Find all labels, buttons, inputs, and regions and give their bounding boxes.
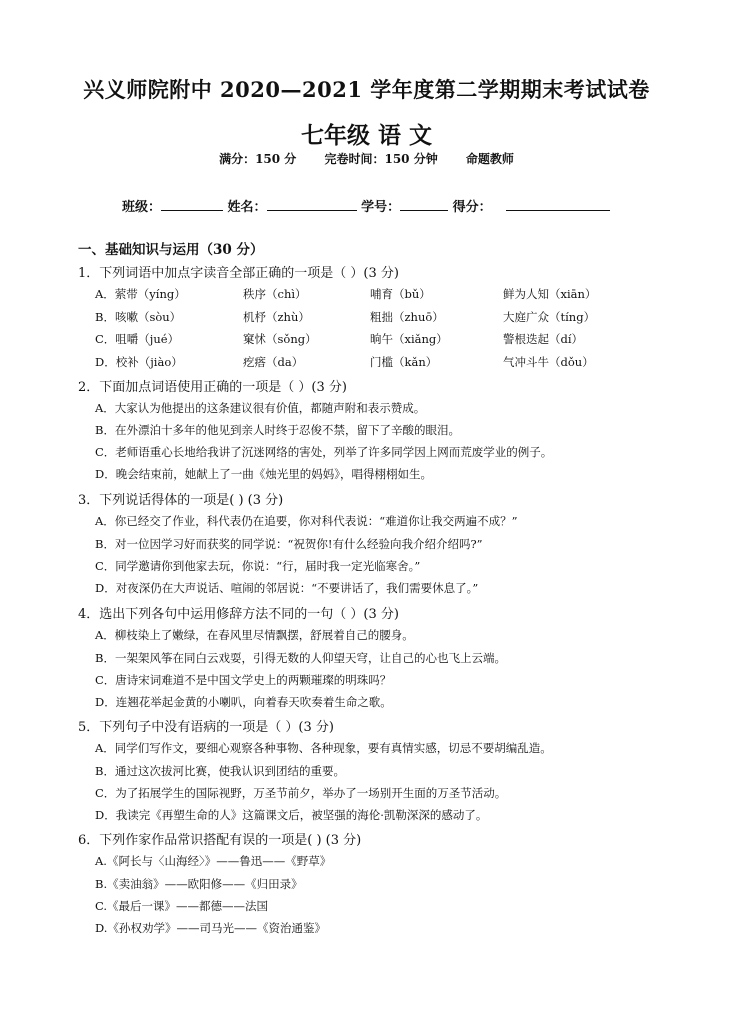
q4-option-b: B．一架架风筝在同白云戏耍，引得无数的人仰望天穹，让自己的心也飞上云端。 [95,651,506,665]
section-heading: 一、基础知识与运用（30 分） [78,242,264,258]
q1-option-c-2: 窠怵（sǒng） [243,332,317,346]
q2-option-b: B．在外漂泊十多年的他见到亲人时终于忍俊不禁，留下了辛酸的眼泪。 [95,423,460,437]
q1-option-d-1: D．校补（jiào） [95,355,183,369]
q4-option-a: A．柳枝染上了嫩绿，在春风里尽情飘摆，舒展着自己的腰身。 [95,628,414,642]
q1-option-d-4: 气冲斗牛（dǒu） [503,355,594,369]
q5-option-a: A．同学们写作文，要细心观察各种事物、各种现象，要有真情实感，切忌不要胡编乱造。 [95,741,552,755]
q4-option-d: D．连翘花举起金黄的小喇叭，向着春天吹奏着生命之歌。 [95,695,392,709]
exam-subtitle: 七年级 语 文 [300,122,432,149]
question-setter: 命题教师 [465,152,514,166]
question-6-stem: 6．下列作家作品常识搭配有误的一项是( ) (3 分) [78,833,362,848]
q6-option-b: B.《卖油翁》——欧阳修——《归田录》 [95,877,303,891]
exam-time: 完卷时间：150 分钟 [324,152,438,166]
q1-option-a-2: 秩序（chì） [243,287,307,301]
question-1-stem: 1．下列词语中加点字读音全部正确的一项是（ ）(3 分) [78,266,399,281]
q5-option-c: C．为了拓展学生的国际视野，万圣节前夕，举办了一场别开生面的万圣节活动。 [95,786,507,800]
exam-meta [0,150,733,167]
class-label: 班级： [122,200,162,215]
score-blank [506,198,610,211]
q1-option-d-3: 门槛（kǎn） [370,355,438,369]
q1-option-c-3: 晌午（xiǎng） [370,332,448,346]
question-2-stem: 2．下面加点词语使用正确的一项是（ ）(3 分) [78,380,347,395]
score-label: 得分： [452,200,492,215]
q2-option-c: C．老师语重心长地给我讲了沉迷网络的害处，列举了许多同学因上网而荒废学业的例子。 [95,445,553,459]
q3-option-c: C．同学邀请你到他家去玩，你说：“行，届时我一定光临寒舍。” [95,559,421,573]
q6-option-d: D.《孙权劝学》——司马光——《资治通鉴》 [95,921,326,935]
q1-option-a-3: 哺育（bǔ） [370,287,431,301]
id-blank [400,198,448,211]
q5-option-d: D．我读完《再塑生命的人》这篇课文后，被坚强的海伦·凯勒深深的感动了。 [95,808,488,822]
q1-option-c-1: C．咀嚼（jué） [95,332,180,346]
id-label: 学号： [361,200,401,215]
q6-option-a: A.《阿长与〈山海经〉》——鲁迅——《野草》 [95,854,332,868]
q6-option-c: C.《最后一课》——都德——法国 [95,899,269,913]
q3-option-a: A．你已经交了作业，科代表仍在追要，你对科代表说：“难道你让我交两遍不成？” [95,514,518,528]
question-3-stem: 3．下列说话得体的一项是( ) (3 分) [78,493,284,508]
q4-option-c: C．唐诗宋词难道不是中国文学史上的两颗璀璨的明珠吗？ [95,673,392,687]
q1-option-b-1: B．咳嗽（sòu） [95,310,182,324]
question-5-stem: 5．下列句子中没有语病的一项是（ ）(3 分) [78,720,334,735]
name-label: 姓名： [227,200,267,215]
class-blank [161,198,223,211]
q2-option-d: D．晚会结束前，她献上了一曲《烛光里的妈妈》，唱得栩栩如生。 [95,467,432,481]
q3-option-d: D．对夜深仍在大声说话、喧闹的邻居说：“不要讲话了，我们需要休息了。” [95,581,479,595]
q2-option-a: A．大家认为他提出的这条建议很有价值，都随声附和表示赞成。 [95,401,426,415]
question-4-stem: 4．选出下列各句中运用修辞方法不同的一句（ ）(3 分) [78,607,399,622]
full-score: 满分：150 分 [219,152,297,166]
q3-option-b: B．对一位因学习好而获奖的同学说：“祝贺你!有什么经验向我介绍介绍吗?” [95,537,483,551]
q1-option-c-4: 警根迭起（dí） [503,332,584,346]
q1-option-a-1: A．萦带（yíng） [95,287,186,301]
q1-option-b-4: 大庭广众（tíng） [503,310,596,324]
exam-title: 兴义师院附中 2020—2021 学年度第二学期期末考试试卷 [83,77,650,102]
q5-option-b: B．通过这次拔河比赛，使我认识到团结的重要。 [95,764,345,778]
q1-option-a-4: 鲜为人知（xiān） [503,287,597,301]
q1-option-b-2: 机杼（zhù） [243,310,310,324]
name-blank [267,198,357,211]
q1-option-b-3: 粗拙（zhuō） [370,310,444,324]
q1-option-d-2: 疙瘩（da） [243,355,304,369]
student-info-line [122,196,610,215]
